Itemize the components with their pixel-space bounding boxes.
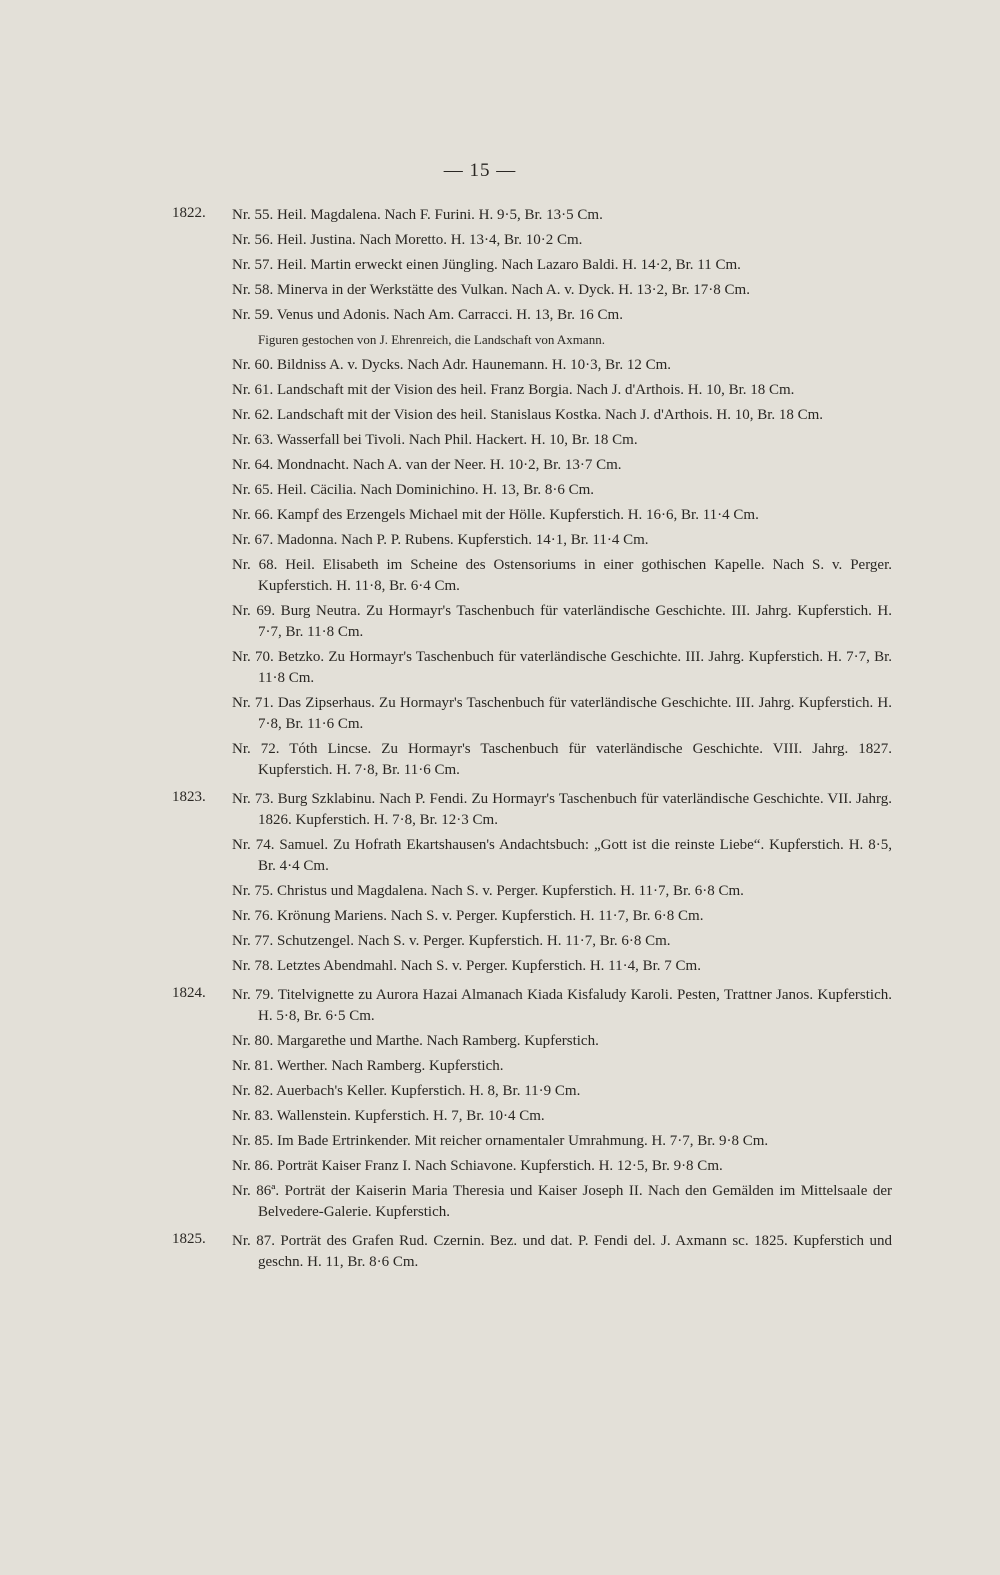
catalog-entry: [172, 647, 892, 689]
entry-year: 1823.: [172, 789, 206, 805]
catalog-entry: [172, 280, 892, 301]
catalog-entry: [172, 355, 892, 376]
entry-text: Nr. 67. Madonna. Nach P. P. Rubens. Kupferstich. 14·1, Br. 11·4 Cm.: [232, 532, 649, 548]
entry-text: Nr. 86. Porträt Kaiser Franz I. Nach Schiavone. Kupferstich. H. 12·5, Br. 9·8 Cm.: [232, 1158, 723, 1174]
catalog-entry: [172, 255, 892, 276]
catalog-entry: [172, 530, 892, 551]
entry-text: Nr. 72. Tóth Lincse. Zu Hormayr's Taschenbuch für vaterländische Geschichte. VIII. Jahrg. 1827. Kupferstich. H. 7·8, Br. 11·6 Cm.: [232, 741, 892, 778]
catalog-entry: [172, 906, 892, 927]
entry-year: 1824.: [172, 985, 206, 1001]
entry-text: Nr. 70. Betzko. Zu Hormayr's Taschenbuch für vaterländische Geschichte. III. Jahrg. Kupferstich. H. 7·7, Br. 11·8 Cm.: [232, 649, 892, 686]
catalog-entries: [172, 205, 892, 1277]
entry-text: Nr. 58. Minerva in der Werkstätte des Vulkan. Nach A. v. Dyck. H. 13·2, Br. 17·8 Cm.: [232, 282, 750, 298]
entry-text: Nr. 87. Porträt des Grafen Rud. Czernin. Bez. und dat. P. Fendi del. J. Axmann sc. 1825. Kupferstich und geschn. H. 11, Br. 8·6 Cm.: [232, 1233, 892, 1270]
entry-text: Nr. 81. Werther. Nach Ramberg. Kupferstich.: [232, 1058, 504, 1074]
catalog-entry: [172, 985, 892, 1027]
entry-text: Nr. 66. Kampf des Erzengels Michael mit der Hölle. Kupferstich. H. 16·6, Br. 11·4 Cm.: [232, 507, 759, 523]
catalog-entry: [172, 1106, 892, 1127]
catalog-entry: [172, 405, 892, 426]
entry-text: Nr. 69. Burg Neutra. Zu Hormayr's Taschenbuch für vaterländische Geschichte. III. Jahrg. Kupferstich. H. 7·7, Br. 11·8 Cm.: [232, 603, 892, 640]
catalog-entry: [172, 956, 892, 977]
entry-text: Nr. 76. Krönung Mariens. Nach S. v. Perger. Kupferstich. H. 11·7, Br. 6·8 Cm.: [232, 908, 704, 924]
catalog-entry: [172, 230, 892, 251]
catalog-entry: [172, 693, 892, 735]
entry-text: Nr. 63. Wasserfall bei Tivoli. Nach Phil. Hackert. H. 10, Br. 18 Cm.: [232, 432, 638, 448]
catalog-entry: [172, 505, 892, 526]
catalog-entry: [172, 1156, 892, 1177]
entry-text: Nr. 79. Titelvignette zu Aurora Hazai Almanach Kiada Kisfaludy Karoli. Pesten, Trattner Janos. Kupferstich. H. 5·8, Br. 6·5 Cm.: [232, 987, 892, 1024]
catalog-entry: [172, 430, 892, 451]
entry-text: Nr. 80. Margarethe und Marthe. Nach Ramberg. Kupferstich.: [232, 1033, 599, 1049]
entry-text: Nr. 57. Heil. Martin erweckt einen Jüngling. Nach Lazaro Baldi. H. 14·2, Br. 11 Cm.: [232, 257, 741, 273]
catalog-entry: [172, 1231, 892, 1273]
page-number: — 15 —: [443, 160, 517, 181]
catalog-entry: [172, 480, 892, 501]
entry-text: Nr. 55. Heil. Magdalena. Nach F. Furini. H. 9·5, Br. 13·5 Cm.: [232, 207, 603, 223]
entry-text: Nr. 62. Landschaft mit der Vision des heil. Stanislaus Kostka. Nach J. d'Arthois. H. 10, Br. 18 Cm.: [232, 407, 824, 423]
catalog-entry: [172, 835, 892, 877]
catalog-entry: [172, 739, 892, 781]
entry-year: 1822.: [172, 205, 206, 221]
catalog-entry: [172, 1181, 892, 1223]
catalog-entry: [172, 881, 892, 902]
catalog-entry: [172, 555, 892, 597]
catalog-entry: [172, 1081, 892, 1102]
entry-text: Nr. 68. Heil. Elisabeth im Scheine des Ostensoriums in einer gothischen Kapelle. Nach S. v. Perger. Kupferstich. H. 11·8, Br. 6·4 Cm.: [232, 557, 892, 594]
entry-text: Nr. 85. Im Bade Ertrinkender. Mit reicher ornamentaler Umrahmung. H. 7·7, Br. 9·8 Cm.: [232, 1133, 769, 1149]
catalog-note: Figuren gestochen von J. Ehrenreich, die Landschaft von Axmann.: [258, 332, 605, 347]
entry-year: 1825.: [172, 1231, 206, 1247]
catalog-entry: [172, 1131, 892, 1152]
catalog-entry: [172, 601, 892, 643]
entry-text: Nr. 71. Das Zipserhaus. Zu Hormayr's Taschenbuch für vaterländische Geschichte. III. Jahrg. Kupferstich. H. 7·8, Br. 11·6 Cm.: [232, 695, 892, 732]
catalog-entry: [172, 380, 892, 401]
entry-text: Nr. 60. Bildniss A. v. Dycks. Nach Adr. Haunemann. H. 10·3, Br. 12 Cm.: [232, 357, 672, 373]
entry-text: Nr. 75. Christus und Magdalena. Nach S. v. Perger. Kupferstich. H. 11·7, Br. 6·8 Cm.: [232, 883, 744, 899]
entry-text: Nr. 83. Wallenstein. Kupferstich. H. 7, Br. 10·4 Cm.: [232, 1108, 545, 1124]
entry-text: Nr. 65. Heil. Cäcilia. Nach Dominichino. H. 13, Br. 8·6 Cm.: [232, 482, 595, 498]
entry-text: Nr. 77. Schutzengel. Nach S. v. Perger. Kupferstich. H. 11·7, Br. 6·8 Cm.: [232, 933, 671, 949]
entry-text: Nr. 56. Heil. Justina. Nach Moretto. H. 13·4, Br. 10·2 Cm.: [232, 232, 583, 248]
entry-text: Nr. 61. Landschaft mit der Vision des heil. Franz Borgia. Nach J. d'Arthois. H. 10, Br. 18 Cm.: [232, 382, 795, 398]
catalog-entry: [172, 1056, 892, 1077]
catalog-entry: [172, 1031, 892, 1052]
entry-text: Nr. 73. Burg Szklabinu. Nach P. Fendi. Zu Hormayr's Taschenbuch für vaterländische Geschichte. VII. Jahrg. 1826. Kupferstich. H. 7·8, Br. 12·3 Cm.: [232, 791, 892, 828]
entry-text: Nr. 86ª. Porträt der Kaiserin Maria Theresia und Kaiser Joseph II. Nach den Gemälden im Mittelsaale der Belvedere-Galerie. Kupferstich.: [232, 1183, 892, 1220]
catalog-entry: [172, 305, 892, 326]
entry-text: Nr. 78. Letztes Abendmahl. Nach S. v. Perger. Kupferstich. H. 11·4, Br. 7 Cm.: [232, 958, 701, 974]
entry-text: Nr. 74. Samuel. Zu Hofrath Ekartshausen's Andachtsbuch: „Gott ist die reinste Liebe“. Kupferstich. H. 8·5, Br. 4·4 Cm.: [232, 837, 892, 874]
entry-text: Nr. 82. Auerbach's Keller. Kupferstich. H. 8, Br. 11·9 Cm.: [232, 1083, 581, 1099]
entry-text: Nr. 64. Mondnacht. Nach A. van der Neer. H. 10·2, Br. 13·7 Cm.: [232, 457, 622, 473]
entry-text: Nr. 59. Venus und Adonis. Nach Am. Carracci. H. 13, Br. 16 Cm.: [232, 307, 623, 323]
catalog-entry: [172, 455, 892, 476]
catalog-entry: [172, 205, 892, 226]
catalog-entry: [172, 931, 892, 952]
catalog-entry: [172, 789, 892, 831]
